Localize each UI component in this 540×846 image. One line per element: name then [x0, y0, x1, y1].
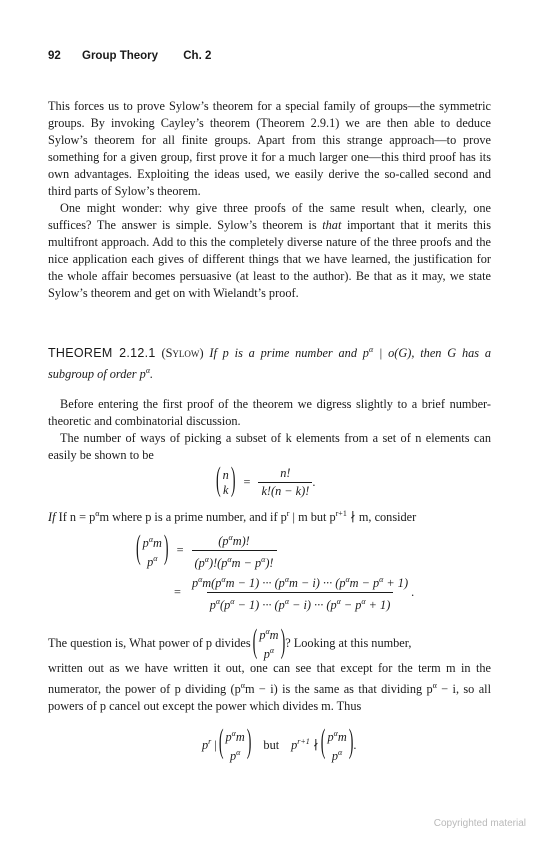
p7-b: m − i) is the same as that dividing p [244, 682, 433, 697]
p2-part-a: One might wonder: why give three proofs of the same result when, clearly, one suffices? The answer is simple. Sylow’s theorem is [48, 201, 491, 233]
p7-c: − i, so all powers of p cancel out except the power which divides m. Thus [48, 682, 491, 714]
paragraph-intro: This forces us to prove Sylow’s theorem for a special family of groups—the symmetric groups. By invoking Cayley’s theorem (Theorem 2.9.1) we are then able to deduce Sylow’s theorem for all finite groups. Apart from this strange approach—to prove something for a given group, first prove it for a much larger one—this third proof has its own advantages. Exploiting the ideas used, we easily derive the so-called second and third parts of Sylow’s theorem. [48, 99, 491, 199]
theorem-name: Sylow [165, 346, 200, 361]
running-header [48, 50, 211, 62]
paragraph-why-three-proofs [48, 200, 491, 303]
equals-sign: = [243, 475, 251, 489]
binom-bottom: k [223, 482, 229, 497]
paragraph-if-n: If If $n = p^\alpha m$ where p is a prime number, and if $p^r$ | m but $p^{r+1}$ ∤ m, consider [48, 509, 417, 525]
p7-a: written out as we have written it out, one can see that except for the term m in the numerator, the power of p dividing (p [48, 661, 491, 697]
p6-a: The question is, What power of p divides [48, 635, 251, 650]
paragraph-power-of-p: written out as we have written it out, one can see that except for the term m in the numerator, the power of p dividing $(p^\alpha m - i)$ is the same as that dividing $p^\alpha - i$, so all powers of p cancel out except the power which divides m. Thus [48, 661, 491, 714]
binomial-expansion-line2: = $\frac{p^\alpha m(p^\alpha m - 1) \cdot\cdot\cdot (p^\alpha m - i) \cdot\cdot\cdot (p^\alpha m - p^\alpha + 1)}{p^\alpha(p^\alpha - 1) \cdot\cdot\cdot (p^\alpha - i) \cdot\cdot\cdot (p^\alpha - p^\alpha + 1)}$ . [174, 575, 415, 613]
p2-emphasis: that [322, 218, 342, 233]
theorem-label: THEOREM 2.12.1 [48, 346, 156, 361]
binom-n-k: ( n k ) [216, 463, 236, 500]
paragraph-digress: Before entering the first proof of the theorem we digress slightly to a brief number-theoretic and combinatorial discussion. [48, 397, 491, 429]
p5-c: | m but p [289, 510, 336, 525]
theorem-statement-a: If p is a prime number and p [209, 346, 369, 361]
p5-b: m where p is a prime number, and if p [99, 510, 287, 525]
paragraph-subset-count: The number of ways of picking a subset of k elements from a set of n elements can easily be shown to be [48, 431, 491, 463]
binom-top: n [222, 467, 229, 482]
theorem-statement-b: | o(G), then G has a subgroup of order p [48, 346, 491, 382]
copyright-watermark: Copyrighted material [433, 818, 526, 829]
binomial-expansion-line1: ( $p^\alpha m$ $p^\alpha$ ) = $\frac{(p^\alpha m)!}{(p^\alpha)!(p^\alpha m - p^\alpha)!}$ [136, 530, 277, 571]
fraction-numerator: n! [280, 466, 291, 480]
p6-b: ? Looking at this number, [285, 635, 412, 650]
but-word: but [263, 737, 280, 752]
chapter-label: Ch. 2 [183, 50, 212, 62]
theorem-statement: THEOREM 2.12.1 (Sylow) If p is a prime number and $p^\alpha$ | o(G), then G has a subgroup of order $p^\alpha$. [48, 345, 491, 382]
paragraph-question: The question is, What power of p divides ( $p^\alpha m$ $p^\alpha$ ) ? Looking at this number, [48, 624, 412, 662]
book-title: Group Theory [82, 50, 159, 62]
p5-a: If n = p [58, 510, 96, 525]
theorem-statement-c: . [150, 367, 154, 382]
divisibility-display: $p^r$ | ( $p^\alpha m$ $p^\alpha$ ) but $p^{r+1}$ ∤ ( $p^\alpha m$ $p^\alpha$ ) . [202, 725, 357, 764]
p2-part-b: important that it merits this multifront approach. Add to this the completely diverse nature of the three proofs and the nice application each gives of different things that we have learned, the justification for the whole affair becomes persuasive (at least to the author). Be that as it may, we state Sylow’s theorem and get on with Wielandt’s proof. [48, 218, 491, 301]
fraction-denominator: k!(n − k)! [258, 482, 312, 499]
factorial-fraction [258, 466, 312, 499]
binomial-formula: ( n k ) = $\frac{n!}{k!(n - k)!}$ . [216, 463, 316, 500]
page-number: 92 [48, 50, 61, 62]
p5-d: ∤ m, consider [346, 510, 417, 525]
